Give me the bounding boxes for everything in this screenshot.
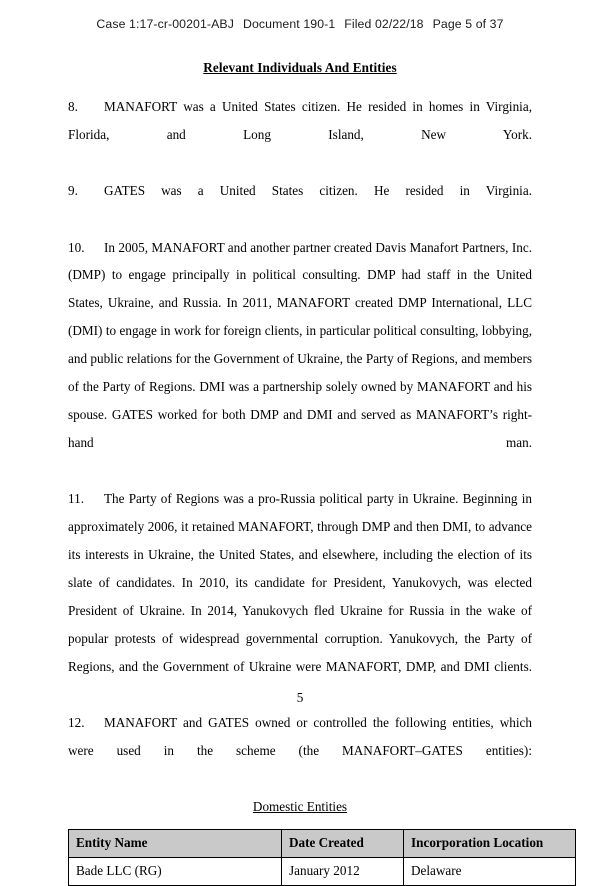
paragraph-8	[68, 93, 532, 177]
table-header-row	[69, 830, 576, 858]
domestic-entities-subheading: Domestic Entities	[252, 799, 348, 815]
paragraph-12	[68, 709, 532, 793]
cell-entity-name: Bade LLC (RG)	[69, 858, 282, 886]
filed-date: Filed 02/22/18	[344, 17, 424, 31]
paragraph-12-number: 12.	[68, 714, 85, 730]
paragraph-10	[68, 234, 532, 485]
page-of-total: Page 5 of 37	[432, 17, 504, 31]
section-title: Relevant Individuals And Entities	[203, 60, 397, 75]
column-header-incorporation-location: Incorporation Location	[404, 830, 576, 858]
paragraph-10-text: In 2005, MANAFORT and another partner created Davis Manafort Partners, Inc. (DMP) to engage principally in political consulting. DMP had staff in the United States, Ukraine, and Russia. In 2011, MANAFORT created DMP International, LLC (DMI) to engage in work for foreign clients, in particular political consulting, lobbying, and public relations for the Government of Ukraine, the Party of Regions, and members of the Party of Regions. DMI was a partnership solely owned by MANAFORT and his spouse. GATES worked for both DMP and DMI and served as MANAFORT’s right-hand man.	[68, 239, 532, 450]
paragraph-12-text: MANAFORT and GATES owned or controlled the following entities, which were used in the scheme (the MANAFORT–GATES entities):	[68, 714, 532, 758]
ecf-header-stamp	[0, 17, 600, 31]
paragraph-11-text: The Party of Regions was a pro-Russia political party in Ukraine. Beginning in approximately 2006, it retained MANAFORT, through DMP and then DMI, to advance its interests in Ukraine, the United States, and elsewhere, including the election of its slate of candidates. In 2010, its candidate for President, Yanukovych, was elected President of Ukraine. In 2014, Yanukovych fled Ukraine for Russia in the wake of popular protests of widespread governmental corruption. Yanukovych, the Party of Regions, and the Government of Ukraine were MANAFORT, DMP, and DMI clients.	[68, 491, 532, 674]
column-header-entity-name: Entity Name	[69, 830, 282, 858]
case-number: Case 1:17-cr-00201-ABJ	[96, 17, 234, 31]
paragraph-9-number: 9.	[68, 183, 78, 199]
table-row	[69, 858, 576, 886]
page-number: 5	[296, 690, 304, 705]
domestic-entities-table	[68, 829, 576, 886]
paragraph-8-text: MANAFORT was a United States citizen. He resided in homes in Virginia, Florida, and Long Island, New York.	[68, 99, 532, 142]
cell-incorporation-location: Delaware	[404, 858, 576, 886]
cell-date-created: January 2012	[282, 858, 404, 886]
column-header-date-created: Date Created	[282, 830, 404, 858]
paragraph-9-text: GATES was a United States citizen. He resided in Virginia.	[104, 183, 532, 199]
paragraph-11	[68, 485, 532, 708]
document-number: Document 190-1	[242, 17, 336, 31]
paragraph-8-number: 8.	[68, 99, 78, 114]
document-body	[68, 60, 544, 886]
paragraph-9	[68, 177, 532, 233]
paragraph-11-number: 11.	[68, 491, 84, 507]
paragraph-10-number: 10.	[68, 239, 85, 255]
